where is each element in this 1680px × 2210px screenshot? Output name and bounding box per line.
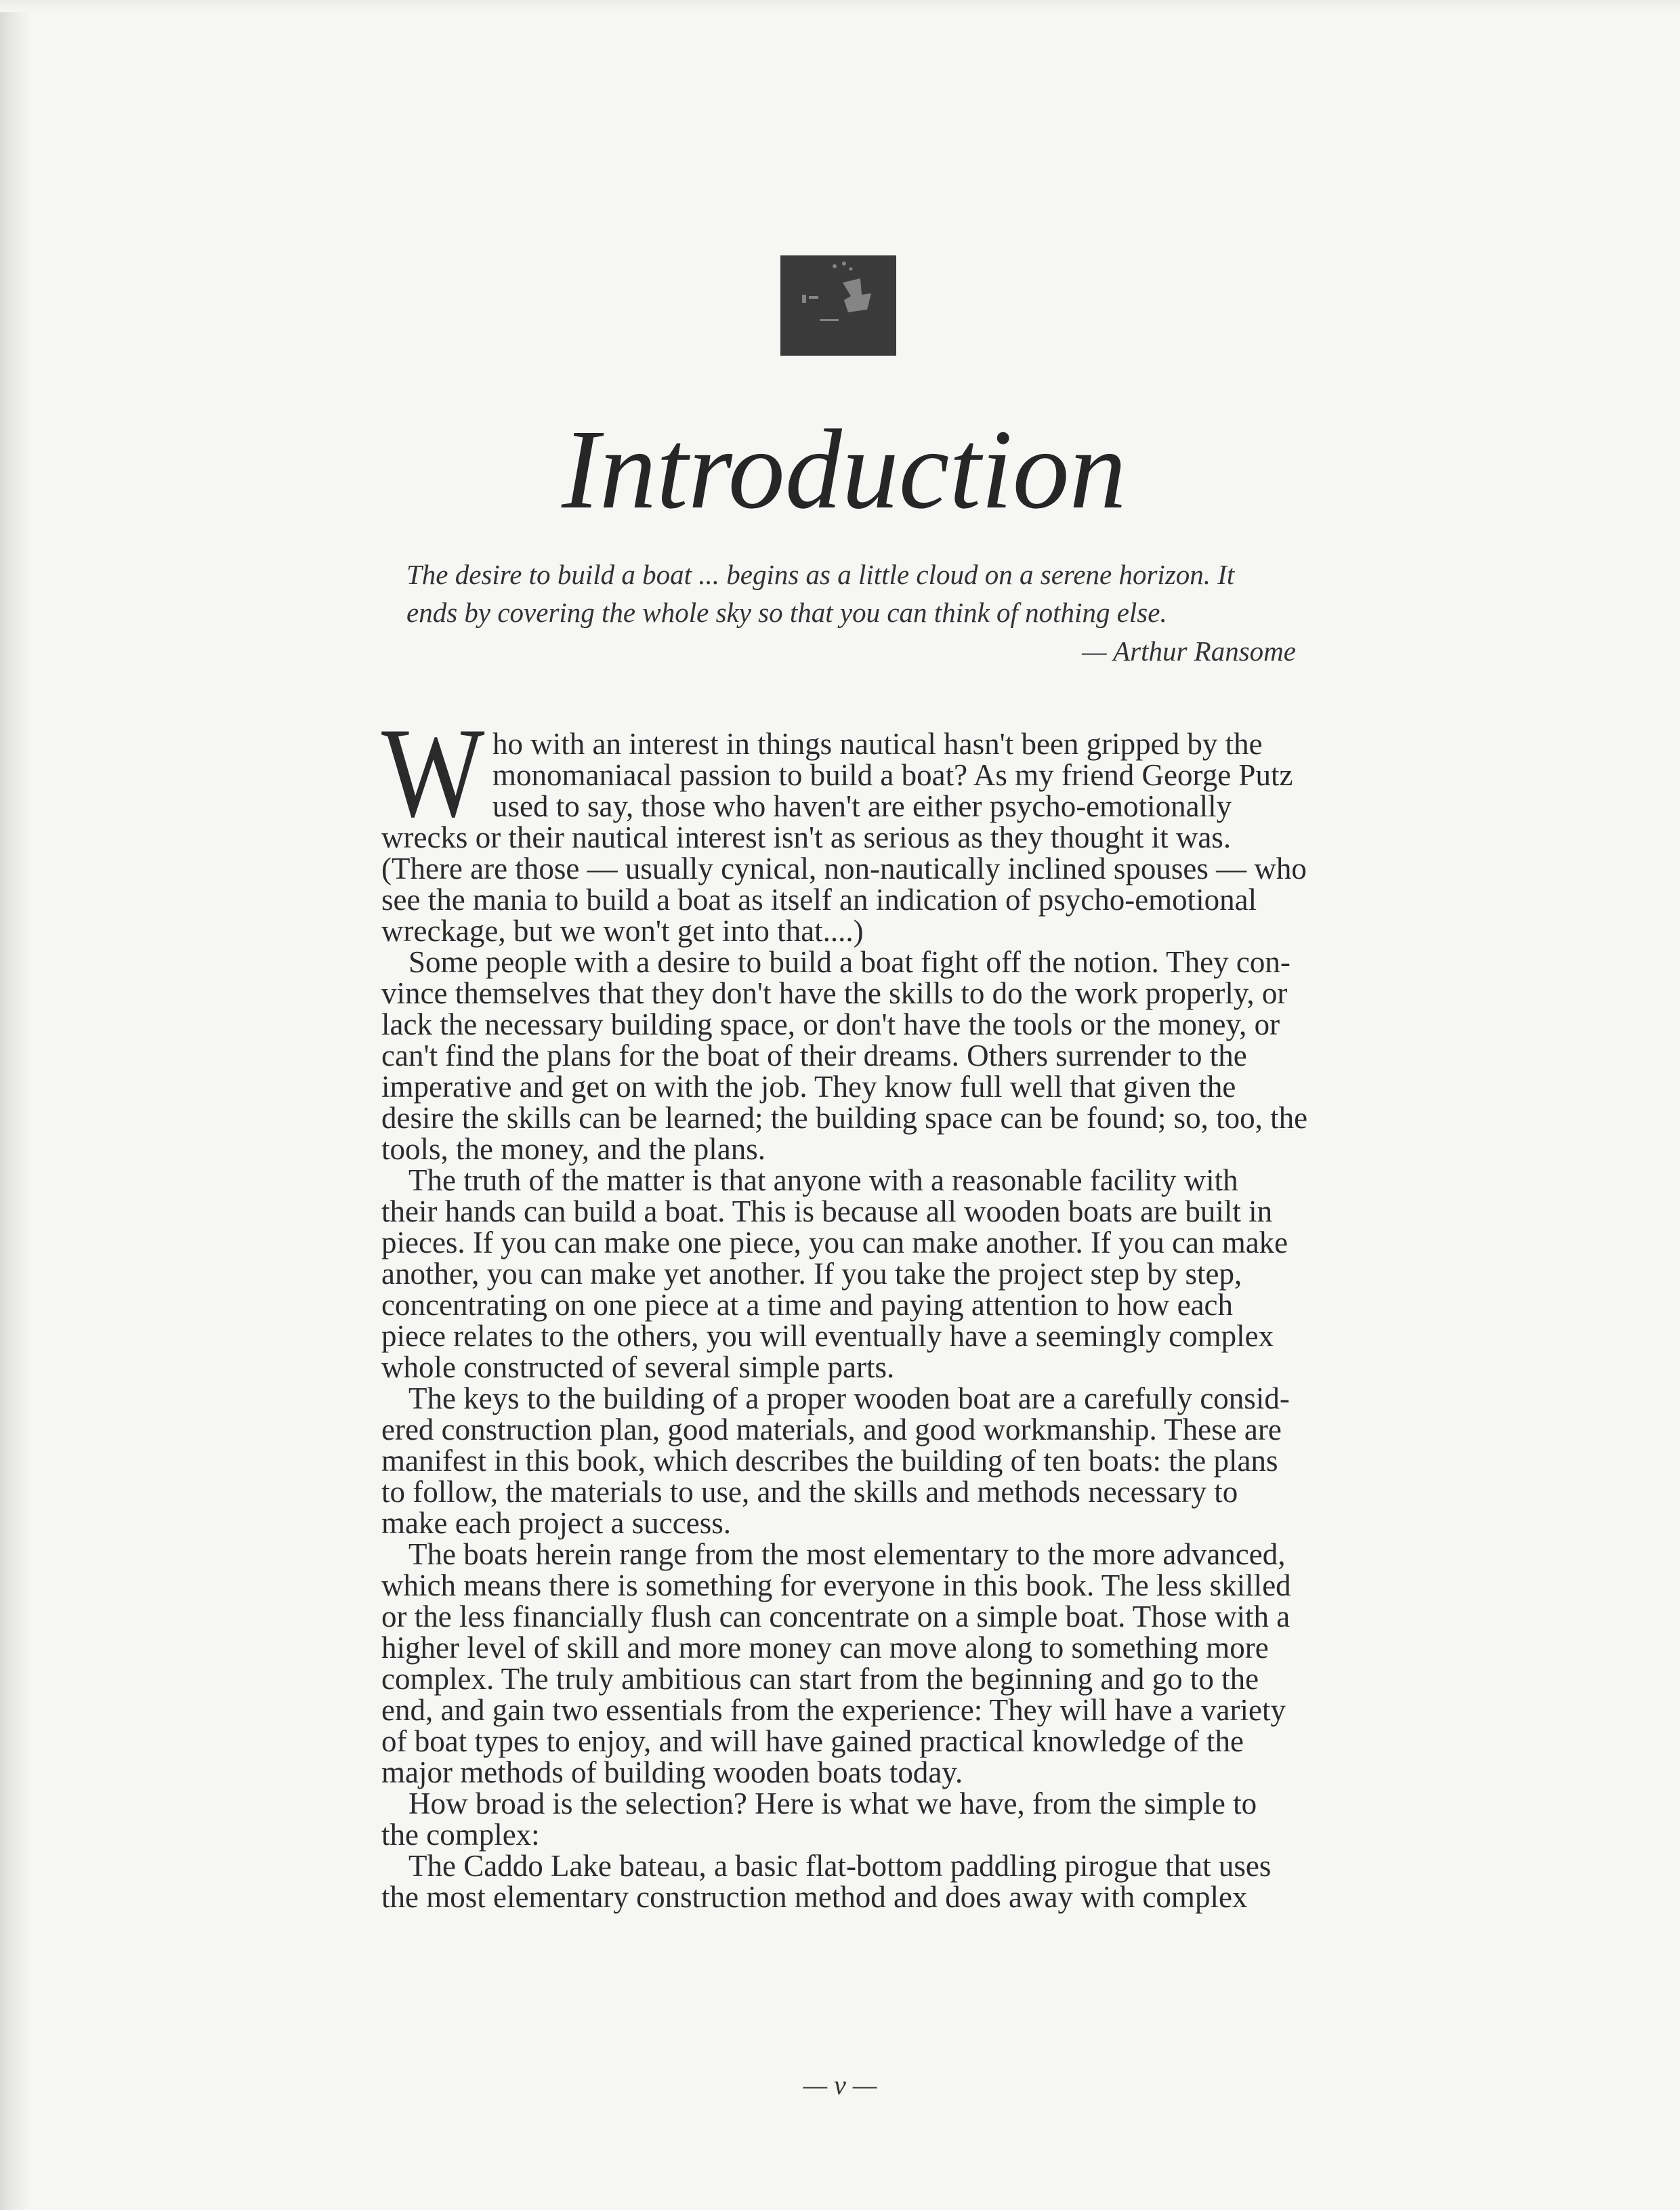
text-line: see the mania to build a boat as itself an indication of psycho-emotional <box>381 883 1257 917</box>
paragraph <box>381 946 1330 1165</box>
page-title: Introduction <box>562 406 1127 533</box>
text-line: end, and gain two essentials from the experience: They will have a variety <box>381 1693 1286 1727</box>
text-line: monomaniacal passion to build a boat? As my friend George Putz <box>492 758 1293 792</box>
text-line: piece relates to the others, you will eventually have a seemingly complex <box>381 1319 1274 1353</box>
text-line: The keys to the building of a proper wooden boat are a carefully consid- <box>408 1381 1290 1415</box>
ornament-icon <box>780 255 896 356</box>
text-line: How broad is the selection? Here is what we have, from the simple to <box>408 1787 1257 1820</box>
epigraph-attribution: — Arthur Ransome <box>1082 635 1296 667</box>
paragraph <box>381 702 1330 948</box>
epigraph <box>406 556 1234 631</box>
paragraph <box>381 1850 1330 1913</box>
paragraph <box>381 1383 1330 1539</box>
text-line: The Caddo Lake bateau, a basic flat-bottom paddling pirogue that uses <box>408 1849 1272 1883</box>
text-line: wrecks or their nautical interest isn't as serious as they thought it was. <box>381 820 1232 854</box>
ornament-graphic <box>780 255 896 356</box>
text-line: The boats herein range from the most elementary to the more advanced, <box>408 1537 1286 1571</box>
page-number: — v — <box>803 2070 877 2100</box>
text-line: ered construction plan, good materials, and good workmanship. These are <box>381 1413 1282 1446</box>
paragraph <box>381 1165 1330 1383</box>
text-line: make each project a success. <box>381 1506 731 1540</box>
text-line: lack the necessary building space, or don't have the tools or the money, or <box>381 1007 1280 1041</box>
epigraph-line: The desire to build a boat ... begins as a little cloud on a serene horizon. It <box>406 559 1235 590</box>
text-line: which means there is something for everyone in this book. The less skilled <box>381 1568 1291 1602</box>
epigraph-line: ends by covering the whole sky so that you can think of nothing else. <box>406 597 1167 628</box>
text-line: ho with an interest in things nautical hasn't been gripped by the <box>492 727 1263 761</box>
body-text <box>381 702 1330 1914</box>
text-line: can't find the plans for the boat of their dreams. Others surrender to the <box>381 1039 1247 1072</box>
text-line: whole constructed of several simple parts. <box>381 1350 895 1384</box>
text-line: pieces. If you can make one piece, you can make another. If you can make <box>381 1226 1288 1259</box>
text-line: manifest in this book, which describes the building of ten boats: the plans <box>381 1444 1278 1478</box>
text-line: complex. The truly ambitious can start from the beginning and go to the <box>381 1662 1259 1696</box>
text-line: Some people with a desire to build a boat fight off the notion. They con- <box>408 945 1290 979</box>
text-line: wreckage, but we won't get into that....) <box>381 914 864 948</box>
text-line: tools, the money, and the plans. <box>381 1132 765 1166</box>
text-line: higher level of skill and more money can move along to something more <box>381 1631 1269 1665</box>
paragraph <box>381 1788 1330 1850</box>
text-line: used to say, those who haven't are either psycho-emotionally <box>492 789 1232 823</box>
text-line: desire the skills can be learned; the building space can be found; so, too, the <box>381 1101 1308 1135</box>
text-line: major methods of building wooden boats today. <box>381 1755 963 1789</box>
scan-edge-left <box>0 0 31 2210</box>
text-line: imperative and get on with the job. They know full well that given the <box>381 1070 1236 1104</box>
text-line: vince themselves that they don't have the skills to do the work properly, or <box>381 976 1288 1010</box>
paragraph <box>381 1539 1330 1788</box>
text-line: the most elementary construction method and does away with complex <box>381 1880 1248 1914</box>
text-line: another, you can make yet another. If you take the project step by step, <box>381 1257 1242 1291</box>
text-line: The truth of the matter is that anyone with a reasonable facility with <box>408 1163 1238 1197</box>
scan-edge-top <box>0 0 1680 12</box>
text-line: the complex: <box>381 1818 540 1852</box>
text-line: concentrating on one piece at a time and paying attention to how each <box>381 1288 1234 1322</box>
text-line: (There are those — usually cynical, non-nautically inclined spouses — who <box>381 852 1307 885</box>
text-line: to follow, the materials to use, and the skills and methods necessary to <box>381 1475 1238 1509</box>
text-line: their hands can build a boat. This is because all wooden boats are built in <box>381 1194 1273 1228</box>
drop-cap: W <box>381 702 485 844</box>
text-line: of boat types to enjoy, and will have gained practical knowledge of the <box>381 1724 1244 1758</box>
text-line: or the less financially flush can concentrate on a simple boat. Those with a <box>381 1600 1290 1633</box>
